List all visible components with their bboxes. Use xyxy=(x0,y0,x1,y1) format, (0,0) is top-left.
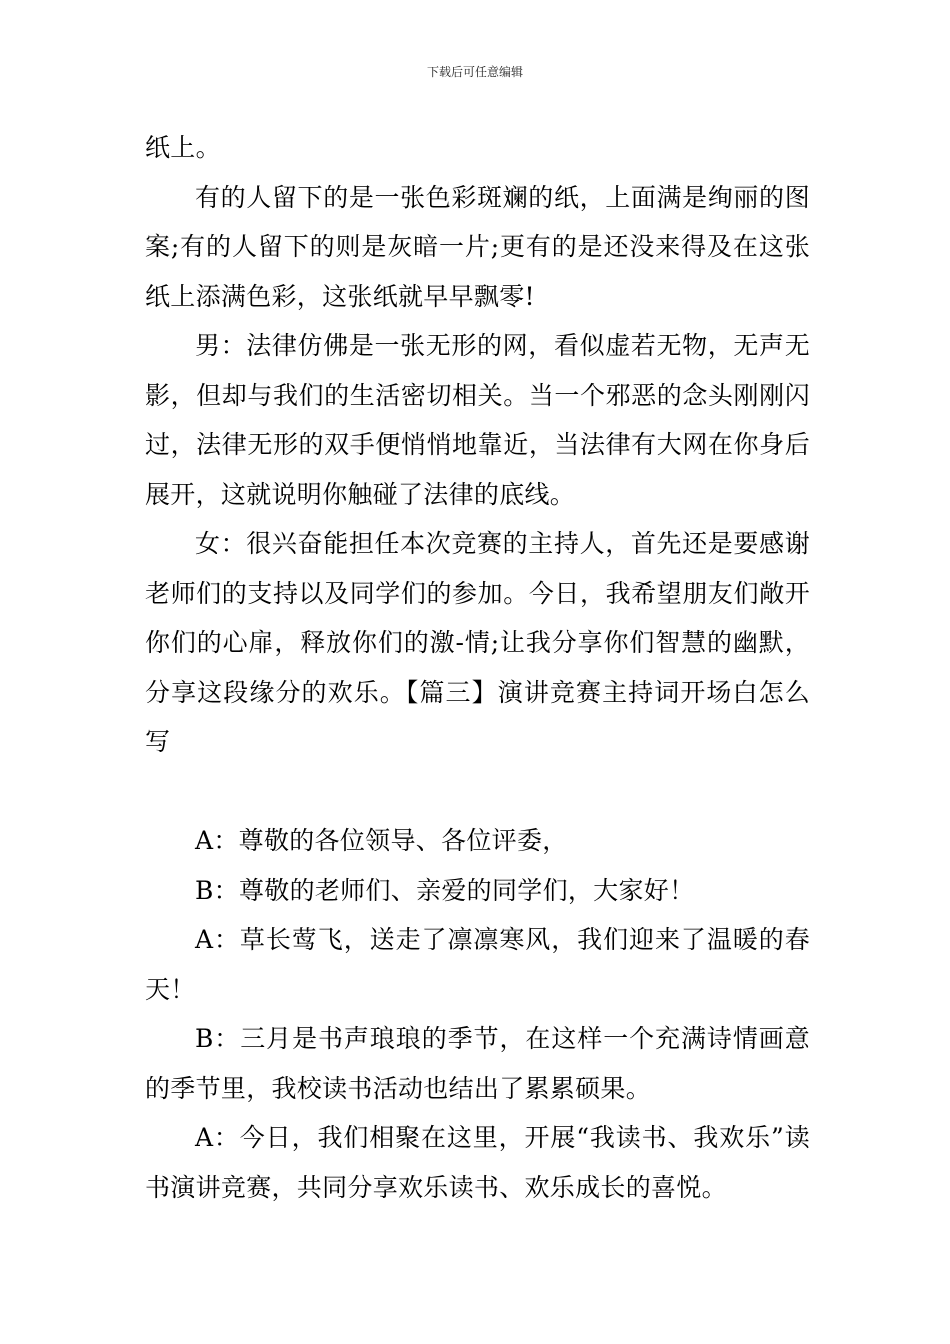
paragraph-a-greeting: A：尊敬的各位领导、各位评委， xyxy=(195,826,568,855)
paragraph-a-contest: A：今日，我们相聚在这里，开展“我读书、我欢乐”读书演讲竞赛，共同分享欢乐读书、欢乐成长的喜悦。 xyxy=(145,1123,810,1202)
paragraph-b-greeting: B：尊敬的老师们、亲爱的同学们，大家好！ xyxy=(195,875,695,905)
paragraph-a-spring: A：草长莺飞，送走了凛凛寒风，我们迎来了温暖的春天！ xyxy=(145,925,810,1004)
page-header: 下载后可任意编辑 xyxy=(426,65,523,79)
paragraph-female-host: 女：很兴奋能担任本次竞赛的主持人，首先还是要感谢老师们的支持以及同学们的参加。今日，我希望朋友们敞开你们的心扉，释放你们的激-情;让我分享你们智慧的幽默，分享这段缘分的欢乐。【篇三】演讲竞赛主持词开场白怎么写 xyxy=(145,529,810,756)
paragraph-colorful-paper: 有的人留下的是一张色彩斑斓的纸，上面满是绚丽的图案;有的人留下的则是灰暗一片;更有的是还没来得及在这张纸上添满色彩，这张纸就早早飘零! xyxy=(145,182,810,311)
paragraph-male-host: 男：法律仿佛是一张无形的网，看似虚若无物，无声无影，但却与我们的生活密切相关。当一个邪恶的念头刚刚闪过，法律无形的双手便悄悄地靠近，当法律有大网在你身后展开，这就说明你触碰了法律的底线。 xyxy=(145,331,810,509)
paragraph-continuation: 纸上。 xyxy=(145,133,221,162)
paragraph-b-march: B：三月是书声琅琅的季节，在这样一个充满诗情画意的季节里，我校读书活动也结出了累累硕果。 xyxy=(145,1024,810,1103)
document-body xyxy=(145,123,810,1212)
blank-line xyxy=(145,767,810,817)
